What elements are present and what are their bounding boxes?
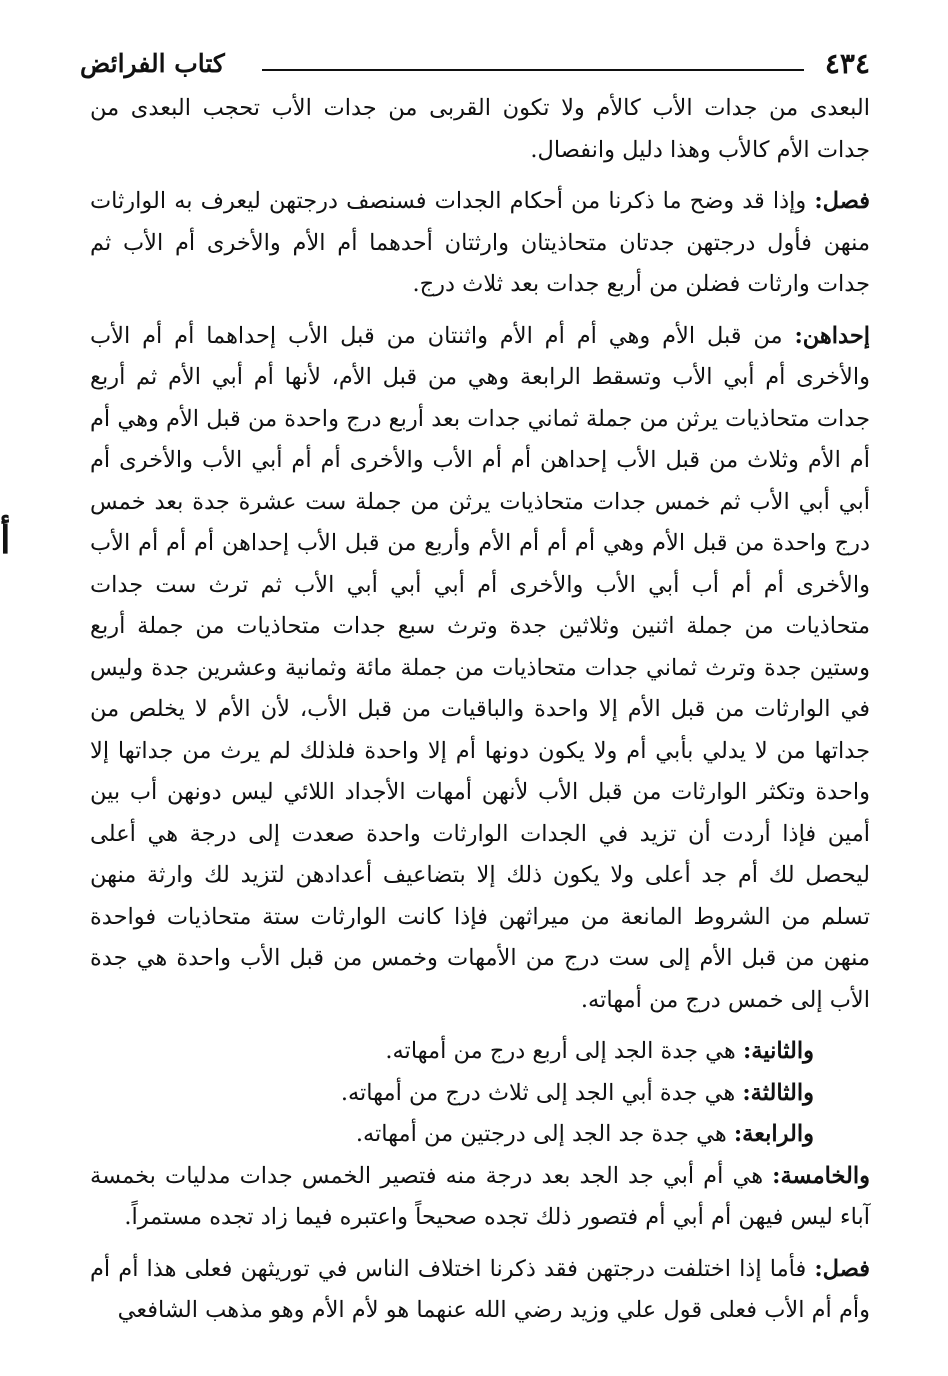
- paragraph: [90, 1073, 870, 1115]
- section-keyword: والرابعة:: [733, 1121, 814, 1147]
- paragraph: [90, 88, 870, 171]
- paragraph: [90, 181, 870, 306]
- book-title: كتاب الفرائض: [80, 49, 225, 78]
- paragraph-text: هي جدة جد الجد إلى درجتين من أمهاته.: [355, 1121, 734, 1147]
- margin-marker: أ: [0, 517, 11, 562]
- paragraph-text: من قبل الأم وهي أم أم الأم واثنتان من قبل الأب إحداهما أم أم الأب والأخرى أم أبي الأب وتسقط الرابعة وهي من قبل الأم، لأنها أم أبي الأم ثم أربع جدات متحاذيات يرثن من جملة ثماني جدات بعد أربع درج واحدة من قبل الأم وهي أم أم الأم وثلاث من قبل الأب إحداهن أم أم الأب والأخرى أم أم أبي الأب والأخرى أم أبي أبي الأب ثم خمس جدات متحاذيات يرثن من جملة ست عشرة جدة بعد خمس درج واحدة من قبل الأم وهي أم أم أم الأم وأربع من قبل الأب إحداهن أم أم أم الأب والأخرى أم أم أب أبي الأب والأخرى أم أبي أبي أبي الأب ثم ترث ست جدات متحاذيات من جملة اثنين وثلاثين جدة وترث سبع جدات متحاذيات من جملة أربع وستين جدة وترث ثماني جدات متحاذيات من جملة مائة وثمانية وعشرين جدة وليس في الوارثات من قبل الأم إلا واحدة والباقيات من قبل الأب، لأن الأم لا يخلص من جداتها من لا يدلي بأبي أم ولا يكون دونها أم إلا واحدة فلذلك لم يرث من جداتها إلا واحدة وتكثر الوارثات من قبل الأب لأنهن أمهات الأجداد اللائي ليس دونهن أب بين أمين فإذا أردت أن تزيد في الجدات الوارثات واحدة صعدت إلى درجة هي أعلى ليحصل لك أم جد أعلى ولا يكون ذلك إلا بتضاعيف أعدادهن لتزيد لك وارثة منهن تسلم من الشروط المانعة من ميراثهن فإذا كانت الوارثات ستة متحاذيات فواحدة منهن من قبل الأم إلى ست درج من الأمهات وخمس من قبل الأب واحدة هي جدة الأب إلى خمس درج من أمهاته.: [90, 322, 870, 1013]
- paragraph-text: هي جدة أبي الجد إلى ثلاث درج من أمهاته.: [340, 1079, 743, 1106]
- paragraph: [90, 1249, 870, 1332]
- paragraph: [90, 1114, 870, 1156]
- section-keyword: فصل:: [814, 1255, 870, 1282]
- paragraph-text: فأما إذا اختلفت درجتهن فقد ذكرنا اختلاف الناس في توريثهن فعلى هذا أم أم وأم أم الأب فعلى قول علي وزيد رضي الله عنهما هو لأم الأم وهو مذهب الشافعي: [90, 1255, 870, 1323]
- section-keyword: إحداهن:: [794, 322, 870, 349]
- header-rule: [262, 69, 804, 71]
- paragraph-text: هي أم أبي جد الجد بعد درجة منه فتصير الخمس جدات مدليات بخمسة آباء ليس فيهن أم أبي أم فتصور ذلك تجده صحيحاً واعتبره فيما زاد تجده مستمراً.: [90, 1162, 870, 1230]
- section-keyword: والثالثة:: [742, 1079, 814, 1106]
- paragraph-text: هي جدة الجد إلى أربع درج من أمهاته.: [385, 1038, 743, 1064]
- page-body: [90, 88, 870, 1332]
- section-keyword: والخامسة:: [772, 1162, 870, 1189]
- page-header: [80, 44, 870, 84]
- paragraph-text: البعدى من جدات الأب كالأم ولا تكون القربى من جدات الأب تحجب البعدى من جدات الأم كالأب وهذا دليل وانفصال.: [90, 95, 870, 163]
- page-number: ٤٣٤: [824, 47, 870, 80]
- section-keyword: فصل:: [814, 188, 870, 214]
- paragraph-text: وإذا قد وضح ما ذكرنا من أحكام الجدات فسنصف درجتهن ليعرف به الوارثات منهن فأول درجتهن جدتان متحاذيتان وارثتان أحدهما أم الأم والأخرى أم الأب ثم جدات وارثات فضلن من أربع جدات بعد ثلاث درج.: [90, 188, 870, 297]
- paragraph: [90, 1031, 870, 1073]
- paragraph: [90, 1156, 870, 1239]
- section-keyword: والثانية:: [742, 1038, 814, 1064]
- paragraph: [90, 316, 870, 1022]
